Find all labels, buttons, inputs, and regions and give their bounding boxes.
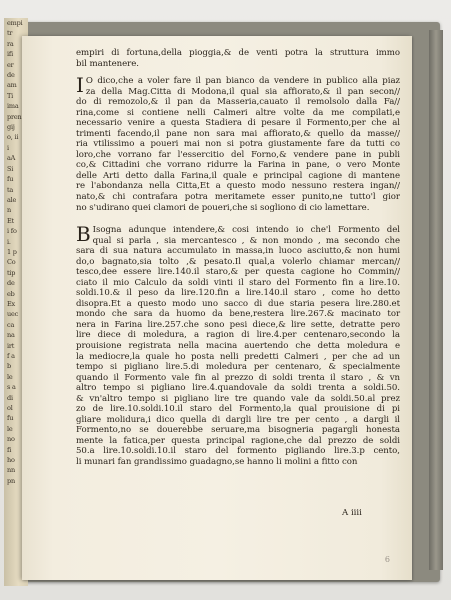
dropcap-i: I [76,73,84,97]
text-line: empiri di fortuna,della pioggia,& de venti potra la struttura immo [76,48,400,58]
text-line: li munari fan grandissimo guadagno,se hanno li molini a fitto con [76,457,358,468]
text-line: O dico,che a voler fare il pan bianco da vendere in publico alla piaz [85,76,400,86]
left-page-fragment: fu [7,175,14,184]
left-page-fragment: fi [7,445,12,454]
text-line: bil mantenere. [76,58,139,69]
continuation-text [76,48,400,69]
left-page-fragment: Ex [7,299,16,308]
text-line: nera in Farina lire.257.che sono pesi diece,& lire sette, detratte pero [76,319,400,330]
text-line: gliare molidura,i dico quella di dargli lire tre per cento , a dargli il [76,414,400,425]
left-page-fragment: tip [7,268,16,277]
left-page-fragment: de [7,279,15,288]
text-line: ciato il mio Calculo da soldi vinti il staro del Formento fin a lire.10. [76,277,400,288]
left-page-fragment: pn [7,476,15,485]
left-page-fragment: Et [7,216,14,225]
book-page [22,36,412,580]
text-line: necessario venire a questa Stadiera di pesare il Formento,per che al [76,118,400,129]
left-page-fragment: Si [7,164,14,173]
text-line: trimenti facendo,il pane non sara mai affiorato,& quello da masse// [76,128,400,139]
left-page-fragment: i. [7,237,11,246]
paragraph-1 [76,73,400,213]
left-page-fragment: di [7,393,13,402]
left-page-fragment: ifi [7,50,13,59]
dropcap-b: B [76,222,91,246]
left-page-fragment: no [7,435,15,444]
left-page-fragment: ho [7,456,15,465]
left-page-fragment: gij [7,123,15,132]
text-line: delle Arti detto dalla Farina,il quale e principal cagione di mantene [76,170,400,181]
text-line: do,o bagnato,sia tolto ,& pesato.Il qual,a volerlo chiamar mercan// [76,256,400,267]
left-page-fragment: Co [7,258,16,267]
left-page-fragment: nn [7,466,15,475]
left-page-fragment: i fo [7,227,17,236]
text-line: nato,& chi contrafara potra meritamete esser punito,ne tutto'l gior [76,192,400,203]
text-line: qual si parla , sia mercantesco , & non mondo , ma secondo che [92,235,400,246]
paragraph-2 [76,222,400,468]
left-page-fragment: o, ii [7,133,19,142]
left-page-fragment: ta [7,185,14,194]
left-page-fragment: 1 p [7,247,17,256]
left-page-fragment: am [7,81,17,90]
signature-mark: A iiii [342,508,362,518]
text-line: re l'abondanza nella Citta,Et a questo modo nessuno restera ingan// [76,181,400,192]
left-page-fragment: uec [7,310,19,319]
text-line: tempo si pigliano lire.5.di moledura per centenaro, & specialmente [76,362,400,373]
left-page-fragment: pren [7,112,22,121]
board-edge [429,30,443,570]
text-line: altro tempo si pigliano lire.4.quandovale da soldi trenta a soldi.50. [76,383,400,394]
left-page-fragment: de [7,71,15,80]
text-line: mente la fatica,per questa principal ragione,che dal prezzo de soldi [76,435,400,446]
text-line: soldi.10.& il peso da lire.120.fin a lire.140.il staro , come ho detto [76,288,400,299]
left-page-fragment: ale [7,195,17,204]
text-line: loro,che vorrano far l'essercitio del Forno,& vendere pane in publi [76,149,400,160]
pencil-page-number: 6 [384,555,390,564]
text-line: lire diece di moledura, a ragion di lire.4.per centenaro,secondo la [76,330,400,341]
left-page-fragment: tr [7,29,13,38]
text-line: disopra.Et a questo modo uno sacco di due staria pesera lire.280.et [76,298,400,309]
left-page-fragment: fu [7,414,14,423]
text-line: la mediocre,la quale ho posta nelli predetti Calmeri , per che ad un [76,351,400,362]
left-page-fragment: na [7,331,15,340]
text-line: no s'udirano quei clamori de poueri,che si sogliono di cio lamettare. [76,202,370,213]
left-page-fragment: le [7,424,13,433]
text-line: rina,come si contiene nelli Calmeri altre volte da me compilati,e [76,107,400,118]
left-page-fragment: ol [7,404,13,413]
text-line: tesco,dee essere lire.140.il staro,& per questa cagione ho Commin// [76,267,400,278]
left-page-fragment: irt [7,341,15,350]
text-line: Formento,no se douerebbe seruare,ma bisogneria pagargli honesta [76,425,400,436]
text-line: & vn'altro tempo si pigliano lire tre quando vale da soldi.50.al prez [76,393,400,404]
left-page-fragment: ra [7,39,14,48]
left-page-fragment: ima [7,102,19,111]
left-page-fragment: aA [7,154,16,163]
left-page-fragment: ca [7,320,15,329]
text-line: sara di sua natura accumulato in massa,in luoco asciutto,& non humi [76,246,400,257]
text-line: ria vtilissimo a poueri mai non si potra giustamente fare da tutti co [76,139,400,150]
left-page-fragment: f a [7,352,15,360]
left-page-fragment: eb [7,289,15,298]
text-line: quando il Formento vale fin al prezzo di soldi trenta il staro , & vn [76,372,400,383]
text-line: do di remozolo,& il pan da Masseria,cauato il remolsolo dalla Fa// [76,97,400,108]
left-page-fragment: b [7,362,11,371]
left-page-fragment: empi [7,19,23,27]
text-line: 50.a lire.10.soldi.10.il staro del formento pigliando lire.3.p cento, [76,446,400,457]
left-page-fragment: s a [7,383,16,392]
left-page-fragment: i [7,143,9,152]
left-page-fragment: er [7,60,14,69]
text-line: zo de lire.10.soldi.10.il staro del Formento,la qual prouisione di pi [76,404,400,415]
text-line: za della Mag.Citta di Modona,il qual sia affiorato,& il pan secon// [85,86,400,97]
text-line: mondo che sara da huomo da bene,restera lire.267.& macinato tor [76,309,400,320]
left-page-fragment: n [7,206,11,215]
left-page-fragment: le [7,372,13,381]
text-line: co,& Cittadini che vorrano ridurre la Farina in pane, o vero Monte [76,160,400,171]
left-page-fragment: Ti [7,91,14,100]
text-line: Isogna adunque intendere,& cosi intendo io che'l Formento del [92,225,400,235]
text-line: prouisione registrata nella macina auertendo che detta moledura e [76,341,400,352]
